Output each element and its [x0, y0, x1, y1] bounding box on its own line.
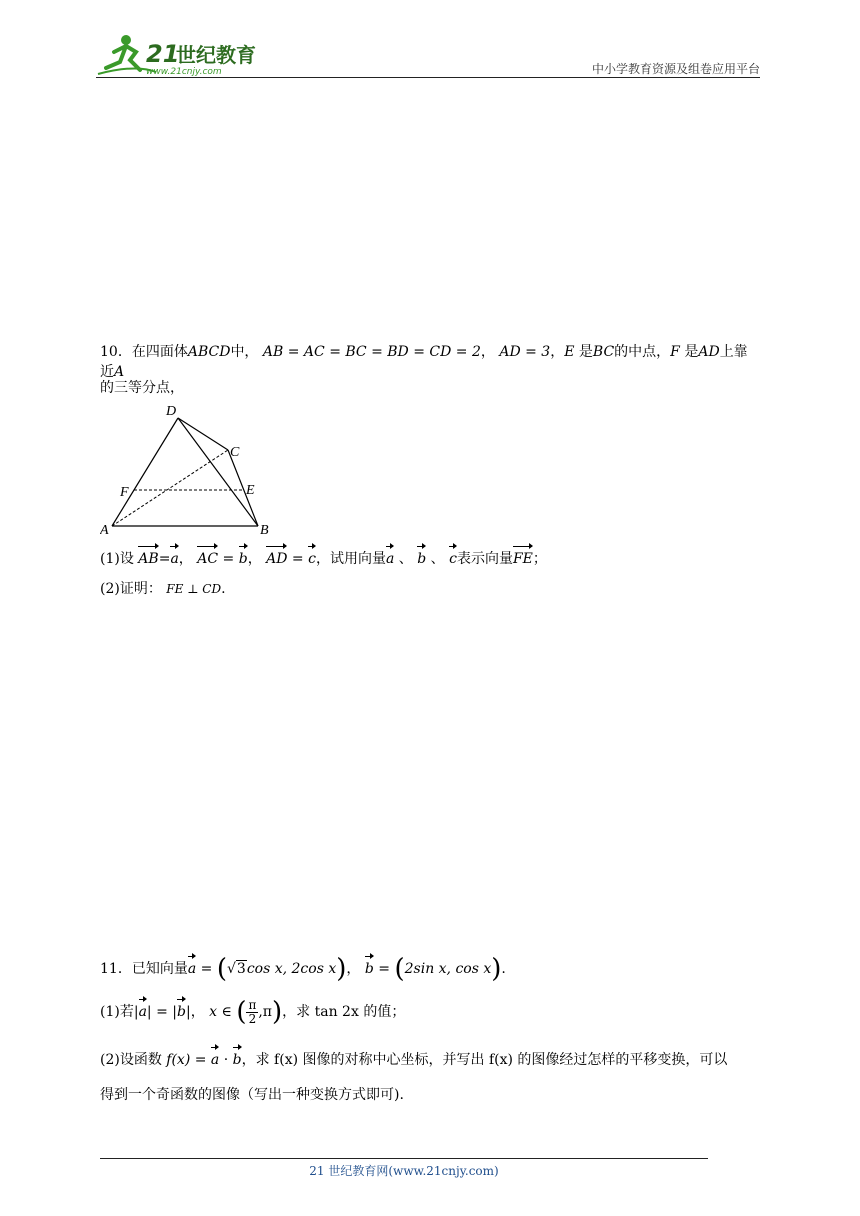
- q10-part1-text: 表示向量: [456, 551, 513, 567]
- vector-b: b: [365, 955, 374, 979]
- vector-a: a: [211, 1046, 219, 1070]
- page-header: [0, 0, 860, 80]
- equals: =: [196, 961, 217, 977]
- paren-open: (: [236, 997, 247, 1027]
- label-F: F: [120, 485, 129, 500]
- paren-close: ): [272, 997, 283, 1027]
- q11-part2-text: ，求 f(x) 图像的对称中心坐标，并写出 f(x) 的图像经过怎样的平移变换，可以: [241, 1052, 728, 1068]
- q10-ad2: AD: [698, 344, 720, 360]
- vector-b: b: [233, 1046, 242, 1070]
- vector-c: c: [308, 545, 316, 569]
- q10-part1-prefix: (1)设: [100, 551, 134, 567]
- vector-ac: AC: [197, 545, 218, 569]
- equals: =: [158, 551, 171, 567]
- q11-part1-tail: ，求 tan 2x 的值；: [282, 1004, 406, 1020]
- label-C: C: [230, 445, 240, 460]
- punct: 、: [394, 551, 418, 567]
- q11-text: 已知向量: [131, 961, 188, 977]
- q10-part1: [100, 545, 760, 569]
- numerator: π: [248, 997, 257, 1012]
- vector-a: a: [386, 545, 394, 569]
- function-fx: f(x) =: [166, 1052, 211, 1068]
- punct: .: [221, 581, 226, 597]
- equals: =: [218, 551, 239, 567]
- q11-part2-prefix: (2)设函数: [100, 1052, 167, 1068]
- dot-operator: ·: [219, 1052, 233, 1068]
- header-divider: [96, 77, 760, 78]
- header-platform-text: 中小学教育资源及组卷应用平台: [591, 62, 760, 76]
- svg-text:世纪教育: 世纪教育: [176, 43, 256, 67]
- q10-line2: 的三等分点，: [100, 380, 184, 396]
- punct: ；: [532, 551, 547, 567]
- q10-f: F: [670, 344, 680, 360]
- label-E: E: [246, 483, 255, 498]
- punct: ，: [247, 551, 262, 567]
- punct: ，: [178, 551, 193, 567]
- svg-text:21: 21: [146, 40, 180, 68]
- vector-a: a: [188, 955, 196, 979]
- q10-text: 是: [578, 344, 593, 360]
- vector-ab: AB: [138, 545, 158, 569]
- punct: ，: [190, 1004, 205, 1020]
- paren-open: (: [394, 954, 405, 984]
- vector-a: a: [170, 545, 178, 569]
- q10-ad: AD = 3: [499, 344, 551, 360]
- q11-part2-line2: 得到一个奇函数的图像（写出一种变换方式即可).: [100, 1087, 404, 1103]
- equals: =: [287, 551, 309, 567]
- vector-a-components: cos x, 2cos x: [246, 961, 337, 977]
- footer-text[interactable]: 21 世纪教育网(www.21cnjy.com): [309, 1164, 499, 1178]
- q10-bc: BC: [592, 344, 615, 360]
- q10-equalities: AB = AC = BC = BD = CD = 2: [262, 344, 481, 360]
- q11-line1: [100, 954, 760, 984]
- q11-number: 11．: [100, 961, 132, 977]
- sqrt-radicand: 3: [236, 961, 246, 977]
- vector-c: c: [449, 545, 457, 569]
- vector-ad: AD: [266, 545, 287, 569]
- equals: =: [151, 1004, 173, 1020]
- q10-a: A: [114, 364, 125, 380]
- q10-text: 在四面体: [131, 344, 188, 360]
- denominator: 2: [248, 1011, 257, 1026]
- q10-part2: [100, 579, 760, 599]
- label-A: A: [100, 523, 109, 538]
- q11-part1: (1)若|a| = |b|， x ∈ ( $\frac{\pi}{2}$ ,π)，求 tan 2x 的值；: [100, 997, 406, 1027]
- q10-number: 10．: [100, 344, 132, 360]
- q10-text: 的中点，: [614, 344, 671, 360]
- vector-b: b: [239, 545, 248, 569]
- q10-punct: ，: [480, 344, 495, 360]
- interval-end: ,π: [258, 1004, 273, 1020]
- q10-part1-text: ，试用向量: [315, 551, 386, 567]
- equals: =: [373, 961, 395, 977]
- fraction-pi-over-2: [246, 999, 258, 1026]
- vector-b: b: [177, 998, 186, 1022]
- q10-line1: [100, 342, 760, 382]
- paren-open: (: [216, 954, 227, 984]
- footer-divider: [100, 1158, 708, 1159]
- paren-close: ): [491, 954, 502, 984]
- tetrahedron-figure: [100, 402, 280, 538]
- label-B: B: [260, 523, 269, 538]
- q10-e: E: [564, 344, 575, 360]
- paren-close: ): [336, 954, 347, 984]
- vector-a: a: [139, 998, 147, 1022]
- site-logo: [96, 30, 266, 80]
- q10-tetra: ABCD: [187, 344, 231, 360]
- q11-part1-prefix: (1)若: [100, 1004, 134, 1020]
- q11-part2: [100, 1046, 760, 1070]
- punct: .: [501, 961, 506, 977]
- punct: ，: [346, 961, 361, 977]
- vector-b-components: 2sin x, cos x: [404, 961, 492, 977]
- punct: 、: [426, 551, 450, 567]
- q10-part2-prefix: (2)证明：: [100, 581, 162, 597]
- q10-text: 中，: [230, 344, 259, 360]
- q10-text: 上靠近: [100, 344, 748, 380]
- x-in: x ∈: [209, 1004, 237, 1020]
- vector-fe: FE: [513, 545, 533, 569]
- svg-text:www.21cnjy.com: www.21cnjy.com: [146, 67, 222, 77]
- q10-punct: ，: [550, 344, 565, 360]
- q10-text: 是: [684, 344, 699, 360]
- q10-part2-expr: FE ⊥ CD: [166, 582, 222, 596]
- sqrt-3: √3: [226, 961, 246, 977]
- vector-b: b: [417, 545, 426, 569]
- label-D: D: [166, 404, 177, 419]
